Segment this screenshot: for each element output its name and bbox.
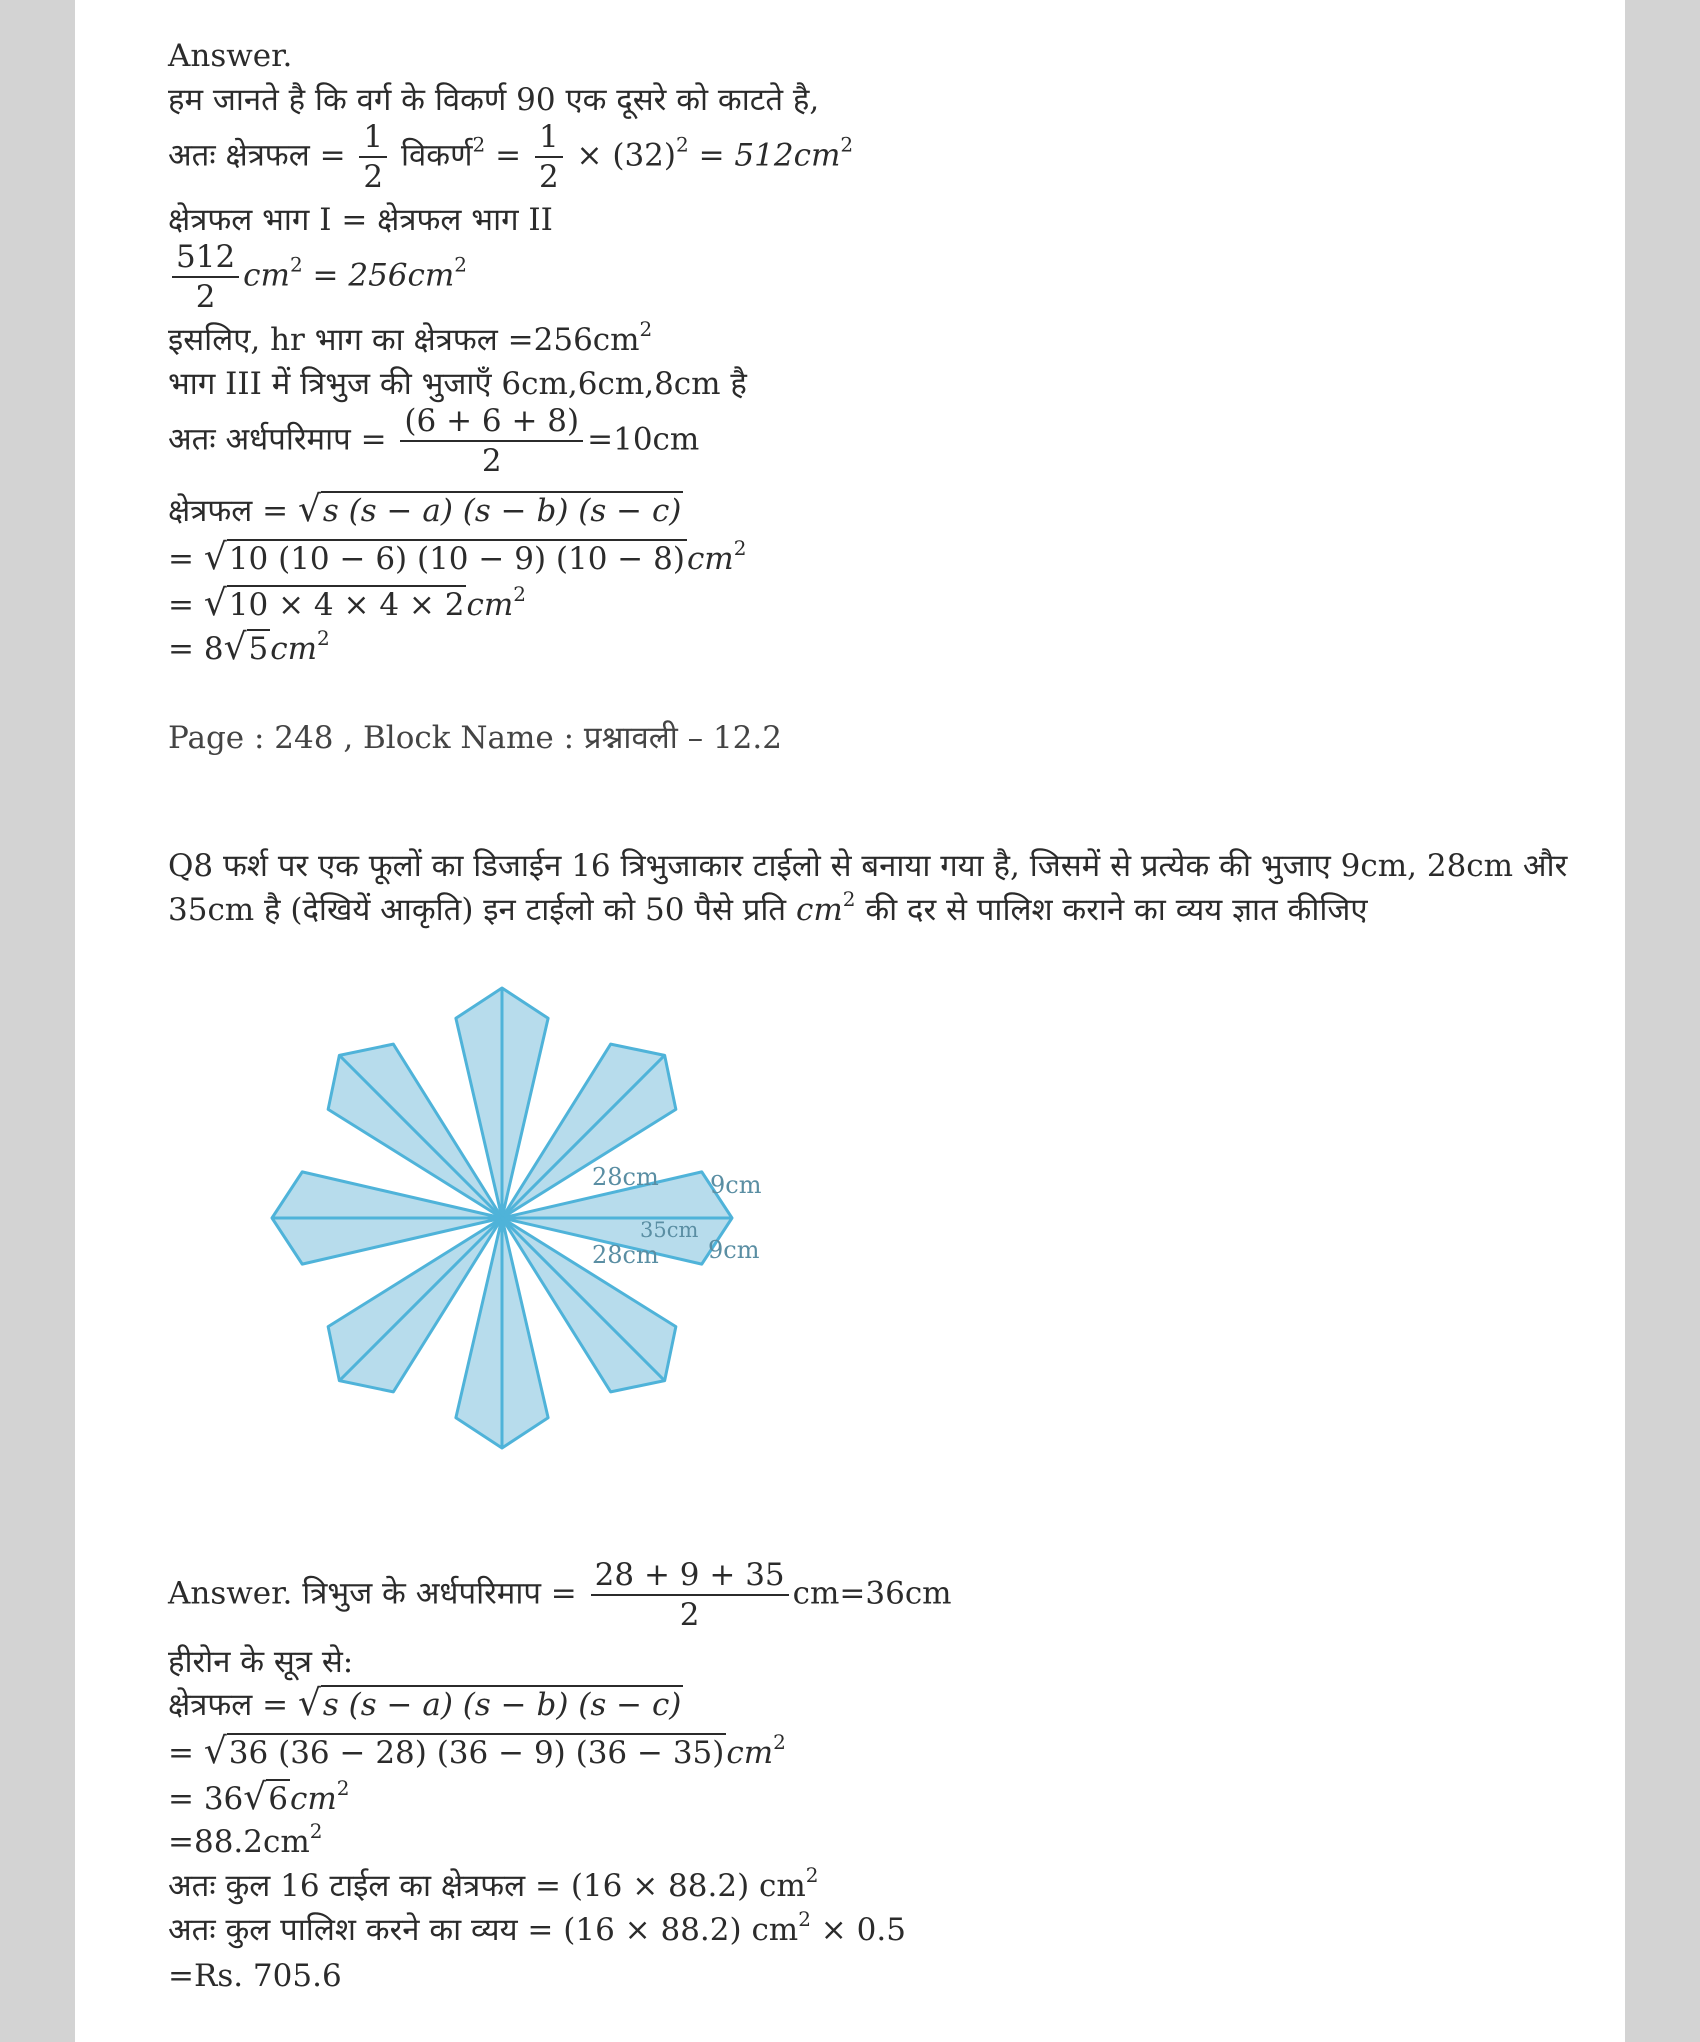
part-area-formula: $\frac{512}{2}$ $cm^2 = 256cm^2$ (168, 238, 467, 316)
part-equality: क्षेत्रफल भाग I = क्षेत्रफल भाग II (168, 202, 553, 238)
final-answer: =Rs. 705.6 (168, 1958, 342, 1994)
label-upper-9cm: 9cm (710, 1171, 762, 1199)
label-35cm: 35cm (640, 1218, 699, 1242)
heron2-step-2: = $36√6cm^2$ (168, 1776, 350, 1818)
flower-tile-figure (265, 975, 785, 1455)
heron-formula-1: क्षेत्रफल = √s (s − a) (s − b) (s − c) (168, 489, 682, 530)
semi-perimeter-2: Answer. त्रिभुज के अर्धपरिमाप = $\frac{28 + 9 + 35}{2}$ cm=36cm (168, 1557, 952, 1633)
semi-perimeter-1: अतः अर्धपरिमाप = $\frac{(6 + 6 + 8)}{2}$ =10cm (168, 403, 700, 479)
label-lower-28cm: 28cm (592, 1241, 659, 1269)
intro-text: हम जानते है कि वर्ग के विकर्ण 90 एक दूसरे को काटते है, (168, 82, 820, 118)
document-page (75, 0, 1625, 2042)
answer-label: Answer. (168, 38, 293, 74)
page-info: Page : 248 , Block Name : प्रश्नावली – 12.2 (168, 720, 782, 756)
heron-step-3: = $8√5cm^2$ (168, 626, 330, 668)
triangle-sides: भाग III में त्रिभुज की भुजाएँ 6cm,6cm,8cm है (168, 366, 747, 402)
heron-step-2: = $√10 \times 4 \times 4 \times 2cm^2$ (168, 582, 526, 624)
heron-step-1: = √10 (10 − 6) (10 − 9) $(10 - 8)cm^2$ (168, 536, 747, 578)
half-fraction: $\frac{1}{2}$ (359, 118, 387, 196)
half-fraction-2: $\frac{1}{2}$ (535, 118, 563, 196)
question-line-1: Q8 फर्श पर एक फूलों का डिजाईन 16 त्रिभुजाकार टाईलो से बनाया गया है, जिसमें से प्रत्येक की भुजाए 9cm, 28cm और (168, 848, 1568, 884)
each-part-area: इसलिए, hr भाग का क्षेत्रफल $=256cm^2$ (168, 317, 653, 358)
question-line-2: 35cm है (देखियें आकृति) इन टाईलो को 50 पैसे प्रति $cm^2$ की दर से पालिश कराने का व्यय ज्ञात कीजिए (168, 887, 1368, 928)
square-area-formula: अतः क्षेत्रफल = $\frac{1}{2}$ विकर्ण$^2$ = $\frac{1}{2}$ × $(32)^2 = 512cm^2$ (168, 119, 854, 195)
heron2-step-3: $=88.2cm^2$ (168, 1819, 323, 1860)
heron2-step-1: = √36 (36 − 28) (36 − 9) $(36 - 35)cm^2$ (168, 1730, 786, 1772)
heron-intro: हीरोन के सूत्र से: (168, 1644, 354, 1680)
polish-cost: अतः कुल पालिश करने का व्यय = (16 × 88.2) $cm^2 \times 0.5$ (168, 1907, 906, 1948)
total-area: अतः कुल 16 टाईल का क्षेत्रफल = (16 × 88.2) $cm^2$ (168, 1863, 819, 1904)
label-upper-28cm: 28cm (592, 1163, 659, 1191)
label-lower-9cm: 9cm (708, 1236, 760, 1264)
heron-formula-2: क्षेत्रफल = √s (s − a) (s − b) (s − c) (168, 1683, 682, 1724)
